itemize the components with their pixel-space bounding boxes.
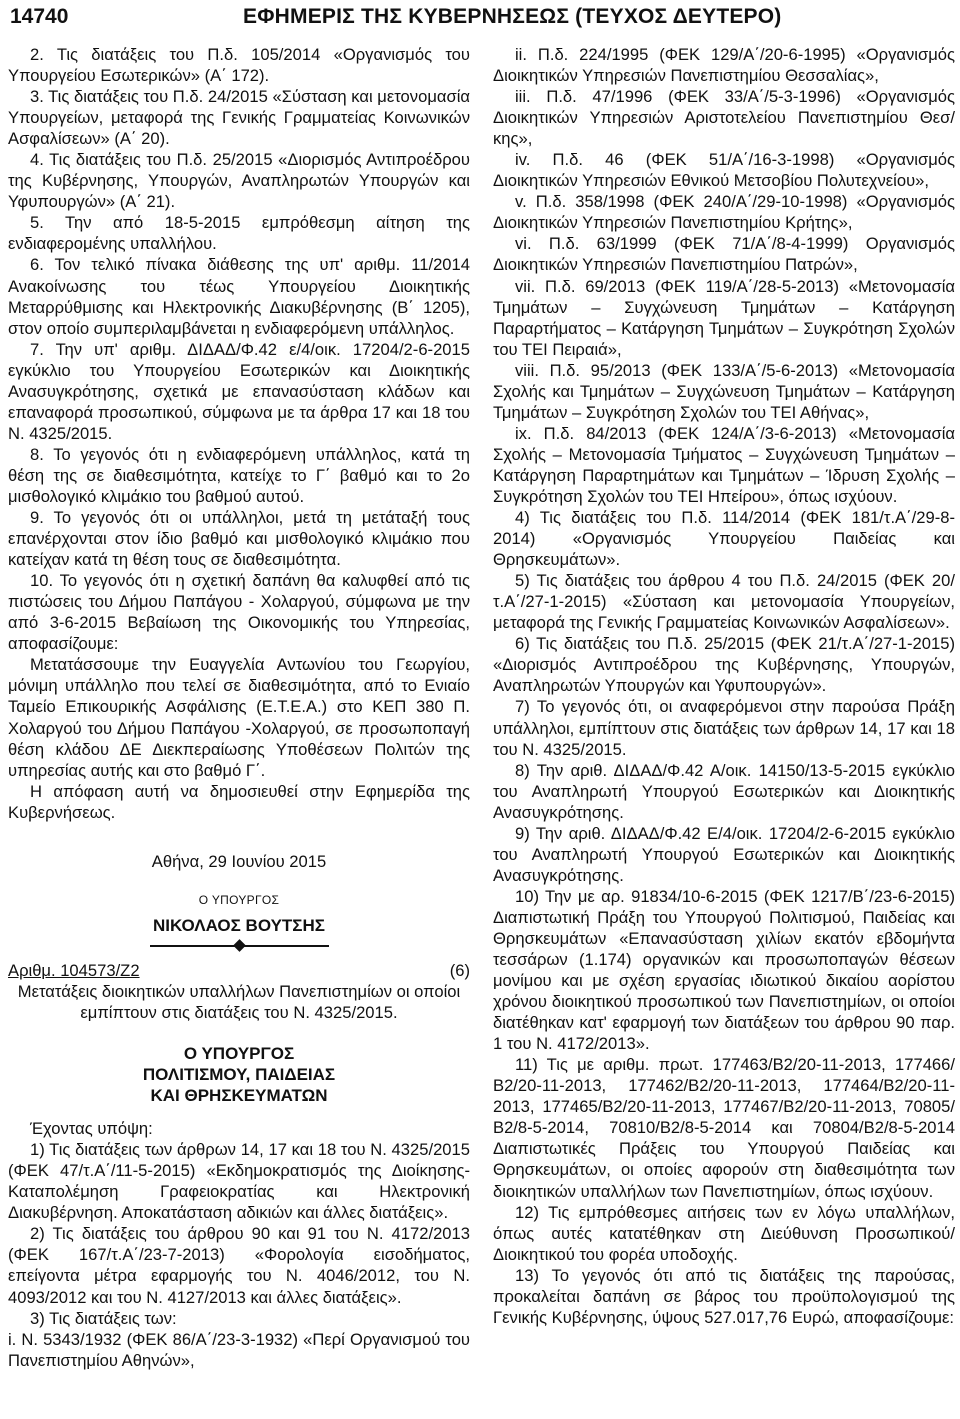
regard-item-3-i: i. Ν. 5343/1932 (ΦΕΚ 86/Α΄/23-3-1932) «Περί Οργανισμού του Πανεπιστημίου Αθηνών», <box>8 1329 470 1370</box>
regard-item-3-viii: viii. Π.δ. 95/2013 (ΦΕΚ 133/Α΄/5-6-2013) «Μετονομασία Σχολής και Τμημάτων – Συγχώνευση Τμημάτων – Κατάργηση Τμημάτων – Συγκρότηση Σχολών του ΤΕΙ Αθήνας», <box>493 360 955 422</box>
divider-line-right <box>243 945 329 947</box>
consideration-6: 6. Τον τελικό πίνακα διάθεσης της υπ' αριθμ. 11/2014 Ανακοίνωσης του τέως Υπουργείου Διοικητικής Μεταρρύθμισης και Ηλεκτρονικής Διακυβέρνησης (Β΄ 1205), στον οποίο συμπεριλαμβάνεται η ενδιαφερόμενη υπάλληλος. <box>8 255 470 338</box>
consideration-2: 2. Τις διατάξεις του Π.δ. 105/2014 «Οργανισμός του Υπουργείου Εσωτερικών» (Α΄ 172). <box>8 45 470 86</box>
signature-name: ΝΙΚΟΛΑΟΣ ΒΟΥΤΣΗΣ <box>152 915 325 935</box>
regard-item-3-vi: vi. Π.δ. 63/1999 (ΦΕΚ 71/Α΄/8-4-1999) Οργανισμός Διοικητικών Υπηρεσιών Πανεπιστημίου Πατρών», <box>493 234 955 275</box>
regard-item-7: 7) Το γεγονός ότι, οι αναφερόμενοι στην παρούσα Πράξη υπάλληλοι, εμπίπτουν στις διατάξεις των άρθρων 14, 17 και 18 του Ν. 4325/2015. <box>493 697 955 759</box>
decision-sequence: (6) <box>449 960 470 980</box>
diamond-icon <box>233 940 246 953</box>
decision-header <box>8 960 470 981</box>
page-header <box>10 2 950 32</box>
consideration-10: 10. Το γεγονός ότι η σχετική δαπάνη θα καλυφθεί από τις πιστώσεις του Δήμου Παπάγου - Χολαργού, σύμφωνα με την από 3-6-2015 Βεβαίωση της Οικονομικής του Υπηρεσίας, αποφασίζουμε: <box>8 571 470 654</box>
minister-heading-2: ΠΟΛΙΤΙΣΜΟΥ, ΠΑΙΔΕΙΑΣ <box>142 1065 336 1085</box>
section-divider <box>8 940 470 952</box>
signature-role: Ο ΥΠΟΥΡΓΟΣ <box>198 892 280 907</box>
regard-item-4: 4) Τις διατάξεις του Π.δ. 114/2014 (ΦΕΚ 181/τ.Α΄/29-8-2014) «Οργανισμός Υπουργείου Παιδείας και Θρησκευμάτων». <box>493 508 955 570</box>
regard-item-3-vii: vii. Π.δ. 69/2013 (ΦΕΚ 119/Α΄/28-5-2013) «Μετονομασία Τμημάτων – Συγχώνευση Τμημάτων – Κατάργηση Παραρτήματος – Κατάργηση Τμημάτων – Συγκρότηση Σχολών του ΤΕΙ Πειραιά», <box>493 276 955 359</box>
regard-item-3-ix: ix. Π.δ. 84/2013 (ΦΕΚ 124/Α΄/3-6-2013) «Μετονομασία Σχολής – Μετονομασία Τμήματος – Συγχώνευση Τμημάτων – Κατάργηση Παραρτημάτων και Τμημάτων – Ίδρυση Σχολής – Συγκρότηση Σχολών του ΤΕΙ Ηπείρου», όπως ισχύουν. <box>493 423 955 506</box>
regard-item-2: 2) Τις διατάξεις του άρθρου 90 και 91 του Ν. 4172/2013 (ΦΕΚ 167/τ.Α΄/23-7-2013) «Φορολογία εισοδήματος, επείγοντα μέτρα εφαρμογής του Ν. 4046/2012, του Ν. 4093/2012 και του Ν. 4127/2013 και άλλες διατάξεις». <box>8 1224 470 1307</box>
gazette-title: ΕΦΗΜΕΡΙΣ ΤΗΣ ΚΥΒΕΡΝΗΣΕΩΣ (ΤΕΥΧΟΣ ΔΕΥΤΕΡΟ) <box>243 5 782 28</box>
consideration-4: 4. Τις διατάξεις του Π.δ. 25/2015 «Διορισμός Αντιπροέδρου της Κυβέρνησης, Υπουργών, Αναπληρωτών Υπουργών και Υφυπουργών» (Α΄ 21). <box>8 150 470 212</box>
divider-line-left <box>150 945 236 947</box>
consideration-5: 5. Την από 18-5-2015 εμπρόθεσμη αίτηση της ενδιαφερομένης υπαλλήλου. <box>8 213 470 254</box>
regard-item-5: 5) Τις διατάξεις του άρθρου 4 του Π.δ. 24/2015 (ΦΕΚ 20/τ.Α΄/27-1-2015) «Σύσταση και μετονομασία Υπουργείων, μεταφορά της Γενικής Γραμματείας Κοινωνικών Ασφαλίσεων». <box>493 571 955 633</box>
minister-heading-3: ΚΑΙ ΘΡΗΣΚΕΥΜΑΤΩΝ <box>150 1086 328 1106</box>
page-number: 14740 <box>10 5 69 28</box>
regard-item-1: 1) Τις διατάξεις των άρθρων 14, 17 και 18 του Ν. 4325/2015 (ΦΕΚ 47/τ.Α΄/11-5-2015) «Εκδημοκρατισμός της Διοίκησης- Καταπολέμηση Γραφειοκρατίας και Ηλεκτρονική Διακυβέρνηση. Αποκατάσταση αδικιών και άλλες διατάξεις». <box>8 1140 470 1223</box>
consideration-8: 8. Το γεγονός ότι η ενδιαφερόμενη υπάλληλος, κατά τη θέση της σε διαθεσιμότητα, κατείχε το Γ΄ βαθμό και το 2ο μισθολογικό κλιμάκιο του βαθμού αυτού. <box>8 444 470 506</box>
regard-item-10: 10) Την με αρ. 91834/10-6-2015 (ΦΕΚ 1217/Β΄/23-6-2015) Διαπιστωτική Πράξη του Υπουργού Πολιτισμού, Παιδείας και Θρησκευμάτων «Επανασύσταση χιλίων εκατόν εβδομήντα τεσσάρων (1.174) οργανικών και προσωποπαγών θέσεων μονίμου και με σχέση εργασίας ιδιωτικού δικαίου αορίστου χρόνου διοικητικού προσωπικού των Πανεπιστημίων, οι οποίοι διατέθηκαν κατ' εφαρμογή των διατάξεων του άρθρου 90 παρ. 1 του Ν. 4172/2013». <box>493 886 955 1054</box>
regard-item-8: 8) Την αριθ. ΔΙΔΑΔ/Φ.42 Α/οικ. 14150/13-5-2015 εγκύκλιο του Αναπληρωτή Υπουργού Εσωτερικών και Διοικητικής Ανασυγκρότησης. <box>493 760 955 822</box>
consideration-9: 9. Το γεγονός ότι οι υπάλληλοι, μετά τη μετάταξή τους επανέρχονται στον ίδιο βαθμό και μισθολογικό κλιμάκιο που κατείχαν κατά τη θέση τους σε διαθεσιμότητα. <box>8 508 470 570</box>
regard-item-12: 12) Τις εμπρόθεσμες αιτήσεις των εν λόγω υπαλλήλων, όπως αυτές κατατέθηκαν στη Διεύθυνση Προσωπικού/Διοικητικού του φορέα υποδοχής. <box>493 1202 955 1264</box>
regard-item-13: 13) Το γεγονός ότι από τις διατάξεις της παρούσας, προκαλείται δαπάνη σε βάρος του προϋπολογισμού της Γενικής Κυβέρνησης, ύψους 527.017,76 Ευρώ, αποφασίζουμε: <box>493 1265 955 1327</box>
regard-item-3-v: v. Π.δ. 358/1998 (ΦΕΚ 240/Α΄/29-10-1998) «Οργανισμός Διοικητικών Υπηρεσιών Πανεπιστημίου Κρήτης», <box>493 192 955 233</box>
signature-date: Αθήνα, 29 Ιουνίου 2015 <box>151 851 327 871</box>
consideration-3: 3. Τις διατάξεις του Π.δ. 24/2015 «Σύσταση και μετονομασία Υπουργείων, μεταφορά της Γενικής Γραμματείας Κοινωνικών Ασφαλίσεων» (Α΄ 20). <box>8 87 470 149</box>
publication-clause: Η απόφαση αυτή να δημοσιευθεί στην Εφημερίδα της Κυβερνήσεως. <box>8 781 470 822</box>
having-regard-heading: Έχοντας υπόψη: <box>30 1119 153 1139</box>
regard-item-9: 9) Την αριθ. ΔΙΔΑΔ/Φ.42 Ε/4/οικ. 17204/2-6-2015 εγκύκλιο του Αναπληρωτή Υπουργού Εσωτερικών και Διοικητικής Ανασυγκρότησης. <box>493 823 955 885</box>
regard-item-3-iii: iii. Π.δ. 47/1996 (ΦΕΚ 33/Α΄/5-3-1996) «Οργανισμός Διοικητικών Υπηρεσιών Αριστοτελείου Πανεπιστημίου Θεσ/κης», <box>493 87 955 149</box>
regard-item-3: 3) Τις διατάξεις των: <box>30 1308 177 1328</box>
regard-item-3-iv: iv. Π.δ. 46 (ΦΕΚ 51/Α΄/16-3-1998) «Οργανισμός Διοικητικών Υπηρεσιών Εθνικού Μετσοβίου Πολυτεχνείου», <box>493 150 955 191</box>
right-column <box>493 44 955 1328</box>
regard-item-6: 6) Τις διατάξεις του Π.δ. 25/2015 (ΦΕΚ 21/τ.Α΄/27-1-2015) «Διορισμός Αντιπροέδρου της Κυβέρνησης, Υπουργών, Αναπληρωτών Υπουργών και Υφυπουργών». <box>493 634 955 696</box>
consideration-7: 7. Την υπ' αριθμ. ΔΙΔΑΔ/Φ.42 ε/4/οικ. 17204/2-6-2015 εγκύκλιο του Υπουργείου Εσωτερικών και Διοικητικής Ανασυγκρότησης, σχετικά με επανασύσταση κλάδων και επαναφορά προσωπικού, σύμφωνα με τα άρθρα 17 και 18 του Ν. 4325/2015. <box>8 339 470 443</box>
decision-number: Αριθμ. 104573/Ζ2 <box>8 960 140 980</box>
regard-item-11: 11) Τις με αριθμ. πρωτ. 177463/Β2/20-11-2013, 177466/Β2/20-11-2013, 177462/Β2/20-11-2013, 177464/Β2/20-11-2013, 177465/Β2/20-11-2013, 177467/Β2/20-11-2013, 70805/Β2/8-5-2014, 70810/Β2/8-5-2014 και 70804/Β2/8-5-2014 Διαπιστωτικές Πράξεις του Υπουργού Παιδείας και Θρησκευμάτων, οι οποίες αφορούν στη διαθεσιμότητα των διοικητικών υπαλλήλων των Πανεπιστημίων, όπως ισχύουν. <box>493 1055 955 1201</box>
regard-item-3-ii: ii. Π.δ. 224/1995 (ΦΕΚ 129/Α΄/20-6-1995) «Οργανισμός Διοικητικών Υπηρεσιών Πανεπιστημίου Θεσσαλίας», <box>493 45 955 86</box>
left-column <box>8 44 470 1371</box>
decision-title: Μετατάξεις διοικητικών υπαλλήλων Πανεπιστημίων οι οποίοι εμπίπτουν στις διατάξεις του Ν. 4325/2015. <box>17 981 461 1022</box>
minister-heading-1: Ο ΥΠΟΥΡΓΟΣ <box>183 1044 295 1064</box>
decision-text: Μετατάσσουμε την Ευαγγελία Αντωνίου του Γεωργίου, μόνιμη υπάλληλο που τελεί σε διαθεσιμότητα, από το Ενιαίο Ταμείο Επικουρικής Ασφάλισης (Ε.Τ.Ε.Α.) στο ΚΕΠ 380 Π. Χολαργού του Δήμου Παπάγου -Χολαργού, σε προσωποπαγή θέση κλάδου ΔΕ Διεκπεραίωσης Υποθέσεων Πολιτών της υπηρεσίας αυτής και στο βαθμό Γ΄. <box>8 655 470 780</box>
